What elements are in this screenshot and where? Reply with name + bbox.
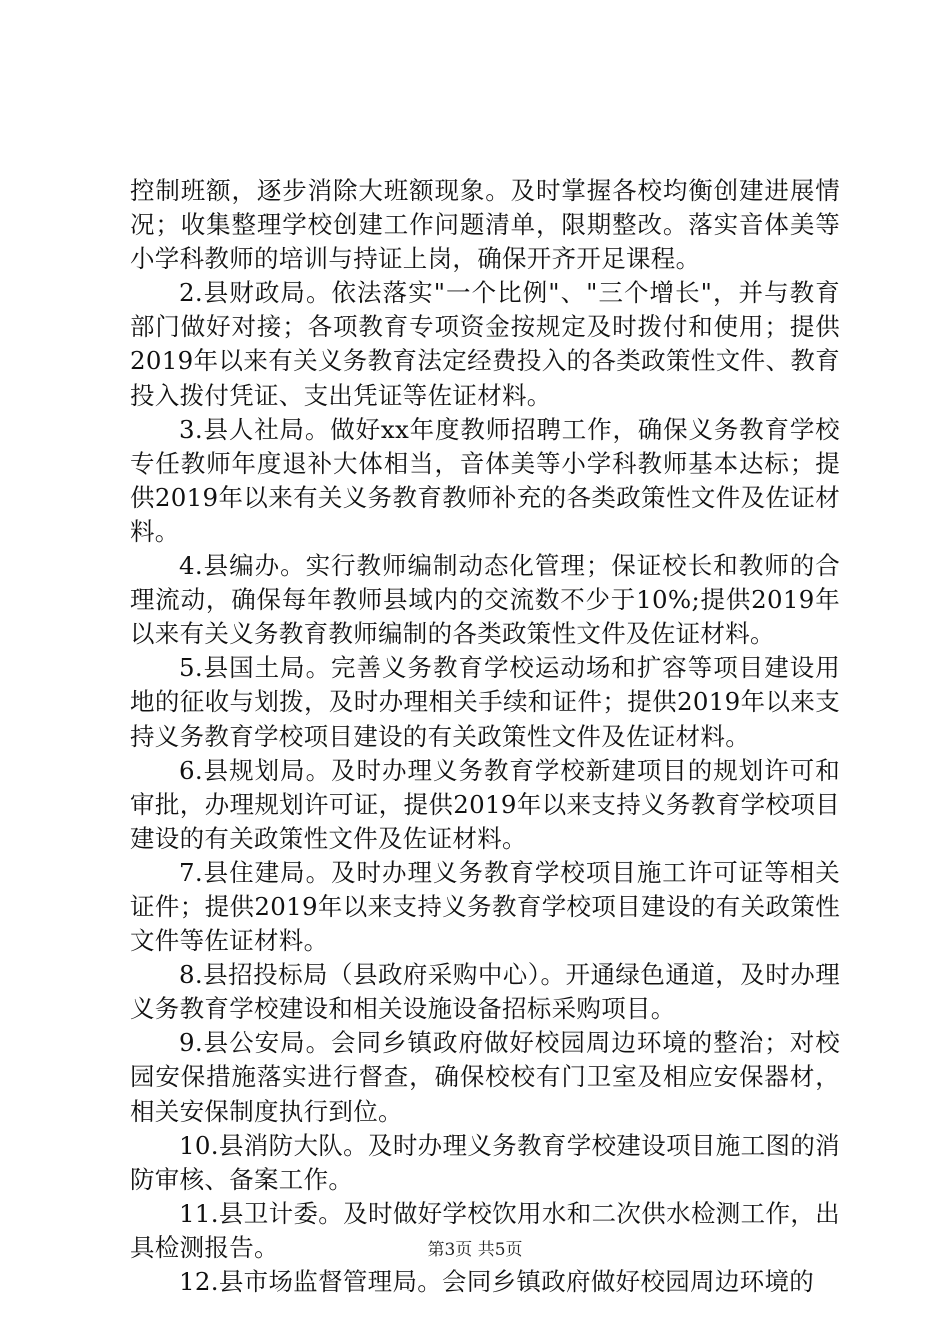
paragraph-market-supervision: 12.县市场监督管理局。会同乡镇政府做好校园周边环境的 [179,1267,815,1296]
paragraph-housing-bureau: 7.县住建局。及时办理义务教育学校项目施工许可证等相关证件；提供2019年以来支持义务教育学校项目建设的有关政策性文件等佐证材料。 [130,857,840,956]
paragraph-continuation: 控制班额，逐步消除大班额现象。及时掌握各校均衡创建进展情况；收集整理学校创建工作问题清单，限期整改。落实音体美等小学科教师的培训与持证上岗，确保开齐开足课程。 [130,176,840,274]
paragraph-hr-bureau: 3.县人社局。做好xx年度教师招聘工作，确保义务教育学校专任教师年度退补大体相当，音体美等小学科教师基本达标；提供2019年以来有关义务教育教师补充的各类政策性文件及佐证材料。 [130,414,840,546]
document-body [130,174,840,1299]
paragraph-public-security-bureau: 9.县公安局。会同乡镇政府做好校园周边环境的整治；对校园安保措施落实进行督查，确保校校有门卫室及相应安保器材，相关安保制度执行到位。 [130,1028,840,1126]
paragraph-health-commission: 11.县卫计委。及时做好学校饮用水和二次供水检测工作，出具检测报告。 [130,1198,840,1262]
paragraph-planning-bureau: 6.县规划局。及时办理义务教育学校新建项目的规划许可和审批，办理规划许可证，提供2019年以来支持义务教育学校项目建设的有关政策性文件及佐证材料。 [130,755,840,853]
paragraph-tendering-bureau: 8.县招投标局（县政府采购中心）。开通绿色通道，及时办理义务教育学校建设和相关设施设备招标采购项目。 [130,960,840,1024]
paragraph-staffing-office: 4.县编办。实行教师编制动态化管理；保证校长和教师的合理流动，确保每年教师县域内的交流数不少于10%;提供2019年以来有关义务教育教师编制的各类政策性文件及佐证材料。 [130,551,840,649]
paragraph-finance-bureau: 2.县财政局。依法落实"一个比例"、"三个增长"，并与教育部门做好对接；各项教育专项资金按规定及时拨付和使用；提供2019年以来有关义务教育法定经费投入的各类政策性文件、教育投入拨付凭证、支出凭证等佐证材料。 [130,278,840,410]
paragraph-land-bureau: 5.县国土局。完善义务教育学校运动场和扩容等项目建设用地的征收与划拨，及时办理相关手续和证件；提供2019年以来支持义务教育学校项目建设的有关政策性文件及佐证材料。 [130,653,840,751]
page-number-footer: 第3页 共5页 [427,1240,523,1260]
paragraph-fire-brigade: 10.县消防大队。及时办理义务教育学校建设项目施工图的消防审核、备案工作。 [130,1130,840,1194]
